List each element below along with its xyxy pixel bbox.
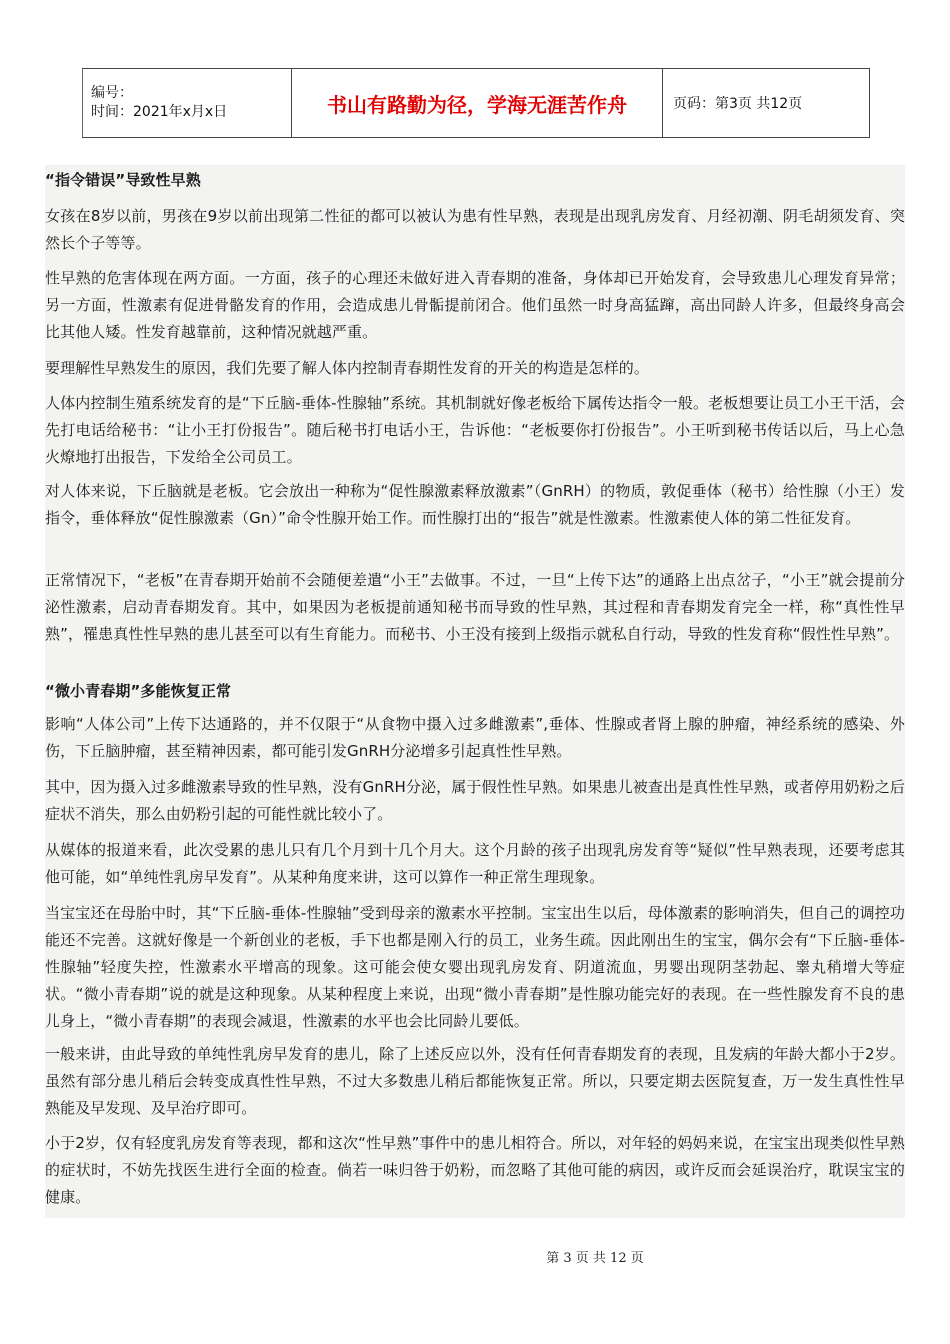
section-heading-2: “微小青春期”多能恢复正常 (45, 682, 232, 700)
paragraph-12: 小于2岁，仅有轻度乳房发育等表现，都和这次“性早熟”事件中的患儿相符合。所以，对年轻的妈妈来说，在宝宝出现类似性早熟的症状时，不妨先找医生进行全面的检查。倘若一味归咎于奶粉，而忽略了其他可能的病因，或许反而会延误治疗，耽误宝宝的健康。 (45, 1134, 905, 1206)
header-motto: 书山有路勤为径，学海无涯苦作舟 (292, 69, 663, 138)
paragraph-9: 从媒体的报道来看，此次受累的患儿只有几个月到十几个月大。这个月龄的孩子出现乳房发育等“疑似”性早熟表现，还要考虑其他可能，如“单纯性乳房早发育”。从某种角度来讲，这可以算作一种正常生理现象。 (45, 841, 905, 886)
paragraph-11: 一般来讲，由此导致的单纯性乳房早发育的患儿，除了上述反应以外，没有任何青春期发育的表现，且发病的年龄大都小于2岁。虽然有部分患儿稍后会转变成真性性早熟，不过大多数患儿稍后都能恢复正常。所以，只要定期去医院复查，万一发生真性性早熟能及早发现、及早治疗即可。 (45, 1045, 905, 1117)
paragraph-4: 人体内控制生殖系统发育的是“下丘脑-垂体-性腺轴”系统。其机制就好像老板给下属传达指令一般。老板想要让员工小王干活，会先打电话给秘书：“让小王打份报告”。随后秘书打电话小王，告诉他：“老板要你打份报告”。小王听到秘书传话以后，马上心急火燎地打出报告，下发给全公司员工。 (45, 394, 905, 466)
header-meta-cell (83, 69, 292, 138)
document-number-label: 编号： (91, 85, 133, 101)
document-header (82, 68, 870, 138)
paragraph-8: 其中，因为摄入过多雌激素导致的性早熟，没有GnRH分泌，属于假性性早熟。如果患儿被查出是真性性早熟，或者停用奶粉之后症状不消失，那么由奶粉引起的可能性就比较小了。 (45, 778, 905, 823)
paragraph-1: 女孩在8岁以前，男孩在9岁以前出现第二性征的都可以被认为患有性早熟，表现是出现乳房发育、月经初潮、阴毛胡须发育、突然长个子等等。 (45, 207, 905, 252)
page-footer: 第 3 页 共 12 页 (546, 1251, 644, 1266)
document-time-label: 时间：2021年x月x日 (91, 104, 228, 120)
paragraph-3: 要理解性早熟发生的原因，我们先要了解人体内控制青春期性发育的开关的构造是怎样的。 (45, 359, 650, 377)
paragraph-5: 对人体来说，下丘脑就是老板。它会放出一种称为“促性腺激素释放激素”（GnRH）的物质，敦促垂体（秘书）给性腺（小王）发指令，垂体释放“促性腺激素（Gn）”命令性腺开始工作。而性腺打出的“报告”就是性激素。性激素使人体的第二性征发育。 (45, 482, 905, 527)
article-body (45, 165, 905, 1218)
paragraph-10: 当宝宝还在母胎中时，其“下丘脑-垂体-性腺轴”受到母亲的激素水平控制。宝宝出生以后，母体激素的影响消失，但自己的调控功能还不完善。这就好像是一个新创业的老板，手下也都是刚入行的员工，业务生疏。因此刚出生的宝宝，偶尔会有“下丘脑-垂体-性腺轴”轻度失控，性激素水平增高的现象。这可能会使女婴出现乳房发育、阴道流血，男婴出现阴茎勃起、睾丸稍增大等症状。“微小青春期”说的就是这种现象。从某种程度上来说，出现“微小青春期”是性腺功能完好的表现。在一些性腺发育不良的患儿身上，“微小青春期”的表现会减退，性激素的水平也会比同龄儿要低。 (45, 904, 905, 1030)
section-heading-1: “指令错误”导致性早熟 (45, 171, 201, 189)
paragraph-6: 正常情况下，“老板”在青春期开始前不会随便差遣“小王”去做事。不过，一旦“上传下达”的通路上出点岔子，“小王”就会提前分泌性激素，启动青春期发育。其中，如果因为老板提前通知秘书而导致的性早熟，其过程和青春期发育完全一样，称“真性性早熟”，罹患真性性早熟的患儿甚至可以有生育能力。而秘书、小王没有接到上级指示就私自行动，导致的性发育称“假性性早熟”。 (45, 571, 905, 643)
paragraph-2: 性早熟的危害体现在两方面。一方面，孩子的心理还未做好进入青春期的准备，身体却已开始发育，会导致患儿心理发育异常；另一方面，性激素有促进骨骼发育的作用，会造成患儿骨骺提前闭合。他们虽然一时身高猛蹿，高出同龄人许多，但最终身高会比其他人矮。性发育越靠前，这种情况就越严重。 (45, 269, 905, 341)
paragraph-7: 影响“人体公司”上传下达通路的，并不仅限于“从食物中摄入过多雌激素”,垂体、性腺或者肾上腺的肿瘤，神经系统的感染、外伤，下丘脑肿瘤，甚至精神因素，都可能引发GnRH分泌增多引起真性性早熟。 (45, 715, 905, 760)
header-page-label: 页码：第3页 共12页 (663, 69, 870, 138)
